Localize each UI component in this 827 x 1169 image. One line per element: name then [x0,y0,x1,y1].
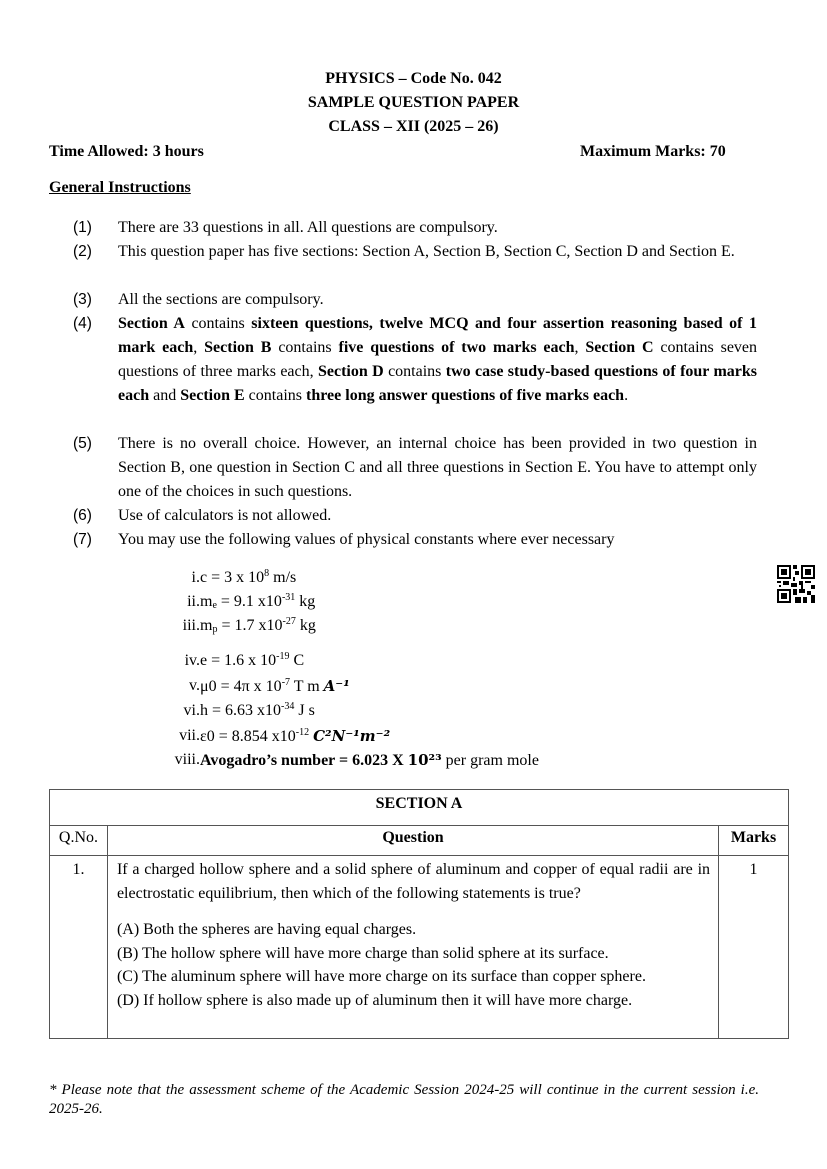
table-row [50,856,789,1039]
time-allowed: Time Allowed: 3 hours [49,143,204,160]
column-header-qno: Q.No. [50,826,108,856]
instruction-number: (3) [73,291,92,308]
instruction-item [73,240,757,264]
instruction-item [73,504,757,528]
column-header-marks: Marks [719,826,789,856]
instruction-text: There are 33 questions in all. All questions are compulsory. [118,219,498,236]
instruction-item [73,432,757,504]
instruction-item [73,216,757,240]
instruction-item [73,528,757,552]
option-b: (B) The hollow sphere will have more charge than solid sphere at its surface. [116,944,609,962]
option-a: (A) Both the spheres are having equal charges. [116,921,417,938]
qr-code-icon[interactable] [777,565,815,603]
paper-title: PHYSICS – Code No. 042 [325,70,502,87]
instruction-number: (5) [73,435,92,452]
instruction-number: (1) [73,219,92,236]
instruction-number: (6) [73,507,92,524]
instruction-text-sections: Section A contains sixteen questions, twelve MCQ and four assertion reasoning based of 1 mark each, Section B contains five questions of two marks each, Section C contains seven questions of three marks each, Section D contains two case study-based questions of four marks each and Section E contains three long answer questions of five marks each. [118,315,758,404]
section-title: SECTION A [50,790,789,826]
instruction-item [73,288,757,312]
table-header-row [50,826,789,856]
instruction-text: There is no overall choice. However, an internal choice has been provided in two question in Section B, one question in Section C and all three questions in Section E. You have to attempt only one of the choices in such questions. [118,435,757,500]
question-marks: 1 [719,856,789,1039]
instruction-item [73,312,757,408]
paper-class: CLASS – XII (2025 – 26) [328,118,499,135]
section-a-table [49,789,789,1039]
question-text: If a charged hollow sphere and a solid sphere of aluminum and copper of equal radii are in electrostatic equilibrium, then which of the following statements is true? [116,861,711,902]
instruction-number: (4) [73,315,92,332]
instruction-number: (7) [73,531,92,548]
instruction-number: (2) [73,243,92,260]
column-header-question: Question [107,826,718,856]
general-instructions-heading: General Instructions [49,179,191,196]
instruction-text: All the sections are compulsory. [118,291,324,308]
maximum-marks: Maximum Marks: 70 [580,143,726,160]
instruction-text: This question paper has five sections: Section A, Section B, Section C, Section D and Section E. [118,243,735,260]
instruction-text: You may use the following values of physical constants where ever necessary [118,531,615,548]
paper-subtitle: SAMPLE QUESTION PAPER [307,94,520,111]
option-d: (D) If hollow sphere is also made up of aluminum then it will have more charge. [116,991,633,1009]
instruction-text: Use of calculators is not allowed. [118,507,332,524]
question-number: 1. [50,856,108,1039]
options-list [117,918,710,1012]
option-c: (C) The aluminum sphere will have more charge on its surface than copper sphere. [116,968,646,985]
question-cell [107,856,718,1039]
footnote: * Please note that the assessment scheme of the Academic Session 2024-25 will continue in the current session i.e. 2025-26. [49,1082,759,1117]
